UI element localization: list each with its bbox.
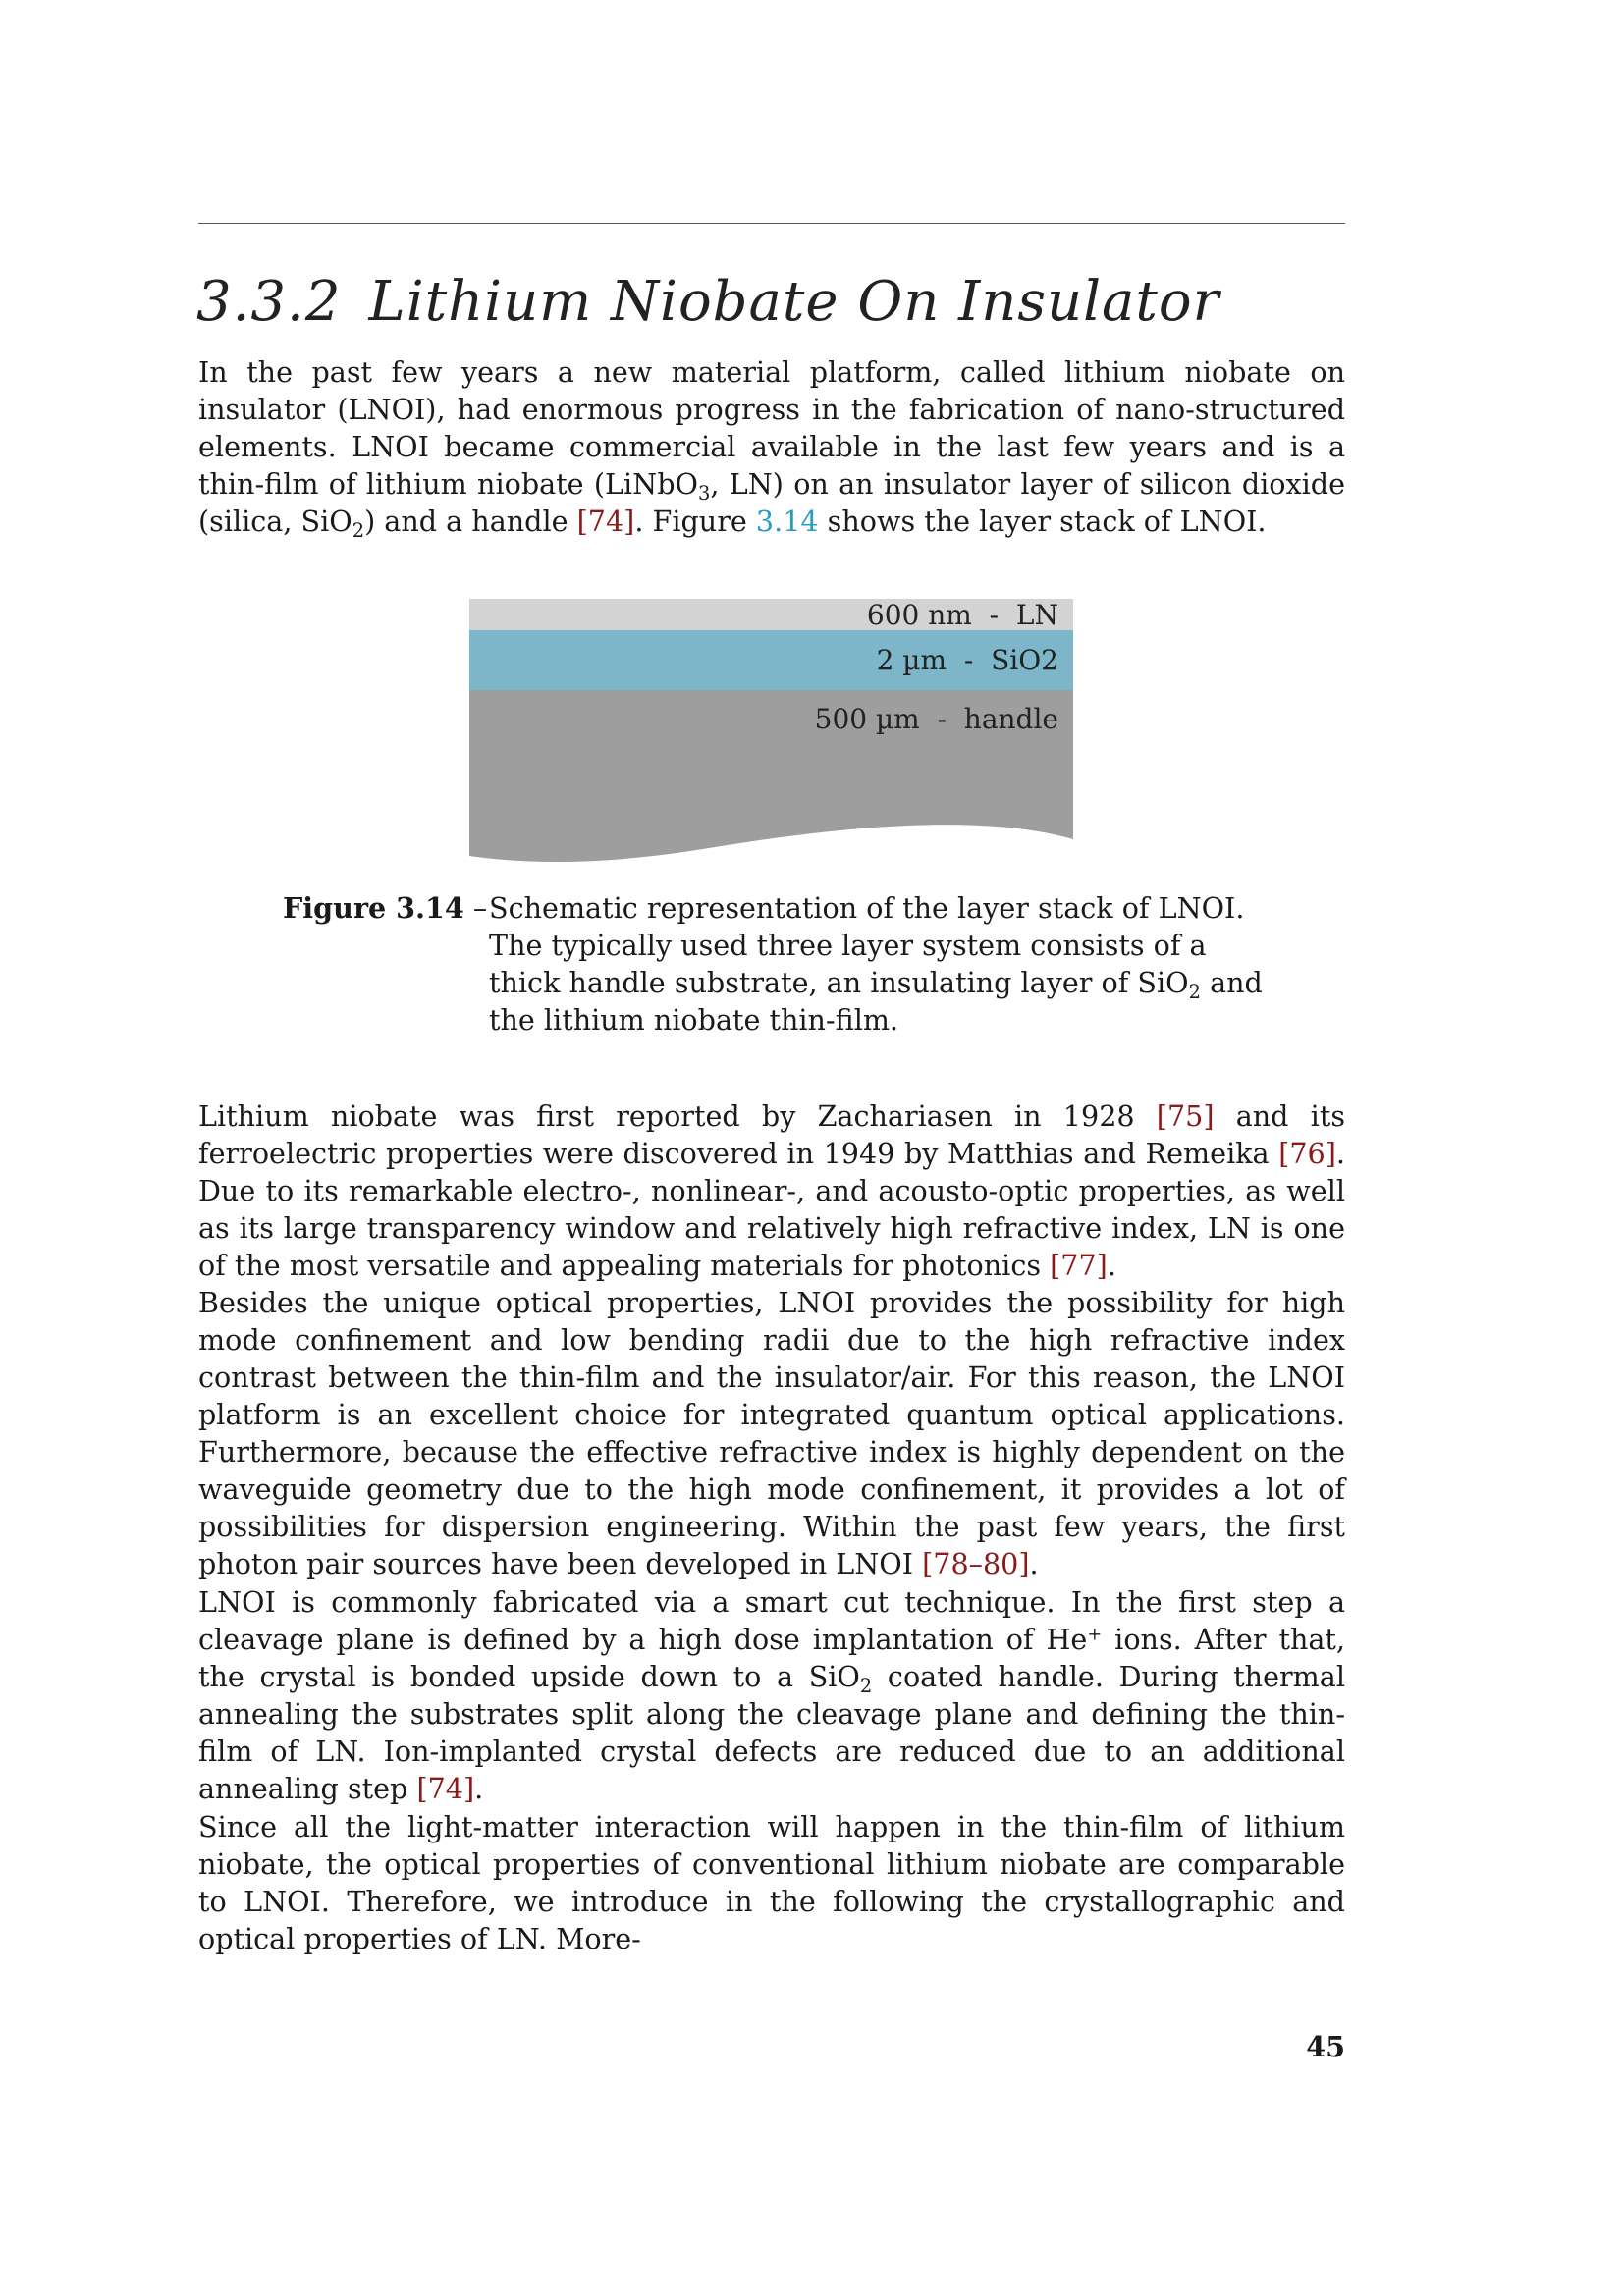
layer-stack-diagram [469, 599, 1073, 876]
figure-link[interactable]: 3.14 [755, 505, 819, 538]
section-heading [196, 263, 1219, 342]
intro-paragraph: In the past few years a new material platform, called lithium niobate on insulator (LNOI), had enormous progress in the fabrication of nano-structured elements. LNOI became commercial available in the last few years and is a thin-film of lithium niobate (LiNbO$_3$, LN) on an insulator layer of silicon dioxide (silica, SiO$_2$) and a handle [74]. Figure 3.14 shows the layer stack of LNOI. [198, 355, 1345, 542]
history-paragraph: Lithium niobate was first reported by Zachariasen in 1928 [75] and its ferroelectric properties were discovered in 1949 by Matthias and Remeika [76]. Due to its remarkable electro-, nonlinear-, and acousto-optic properties, as well as its large transparency window and relatively high refractive index, LN is one of the most versatile and appealing materials for photonics [77]. Besides the unique optical properties, LNOI provides the possibility for high mode confinement and low bending radii due to the high refractive index contrast between the thin-film and the insulator/air. For this reason, the LNOI platform is an excellent choice for integrated quantum optical applications. Furthermore, because the effective refractive index is highly dependent on the waveguide geometry due to the high mode confinement, it provides a lot of possibilities for dispersion engineering. Within the past few years, the first photon pair sources have been developed in LNOI [78–80]. [198, 1099, 1345, 1580]
ln-layer-label: 600 nm - LN [866, 599, 1058, 631]
sio2-layer-label: 2 µm - SiO2 [876, 644, 1058, 676]
properties-paragraph: Since all the light-matter interaction will happen in the thin-film of lithium niobate, the optical properties of conventional lithium niobate are comparable to LNOI. Therefore, we introduce in the following the crystallographic and optical properties of LN. More- [198, 1810, 1345, 1955]
citation-link[interactable]: [76] [1278, 1137, 1336, 1170]
citation-link[interactable]: [78–80] [922, 1547, 1030, 1580]
header-rule [198, 223, 1345, 224]
fabrication-paragraph: LNOI is commonly fabricated via a smart cut technique. In the first step a cleavage plane is defined by a high dose implantation of He+ ions. After that, the crystal is bonded upside down to a SiO$_2$ coated handle. During thermal annealing the substrates split along the cleavage plane and defining the thin-film of LN. Ion-implanted crystal defects are reduced due to an additional annealing step [74]. [198, 1585, 1345, 1805]
citation-link[interactable]: [74] [576, 505, 635, 538]
page-number: 45 [1306, 2030, 1345, 2063]
section-number: 3.3.2 [196, 270, 342, 334]
layer-stack-figure [469, 599, 1073, 876]
citation-link[interactable]: [75] [1156, 1099, 1215, 1133]
section-title: Lithium Niobate On Insulator [368, 270, 1220, 334]
citation-link[interactable]: [77] [1050, 1249, 1108, 1282]
handle-layer-label: 500 µm - handle [814, 703, 1058, 735]
citation-link[interactable]: [74] [416, 1772, 475, 1805]
caption-label: Figure 3.14 [283, 891, 464, 925]
